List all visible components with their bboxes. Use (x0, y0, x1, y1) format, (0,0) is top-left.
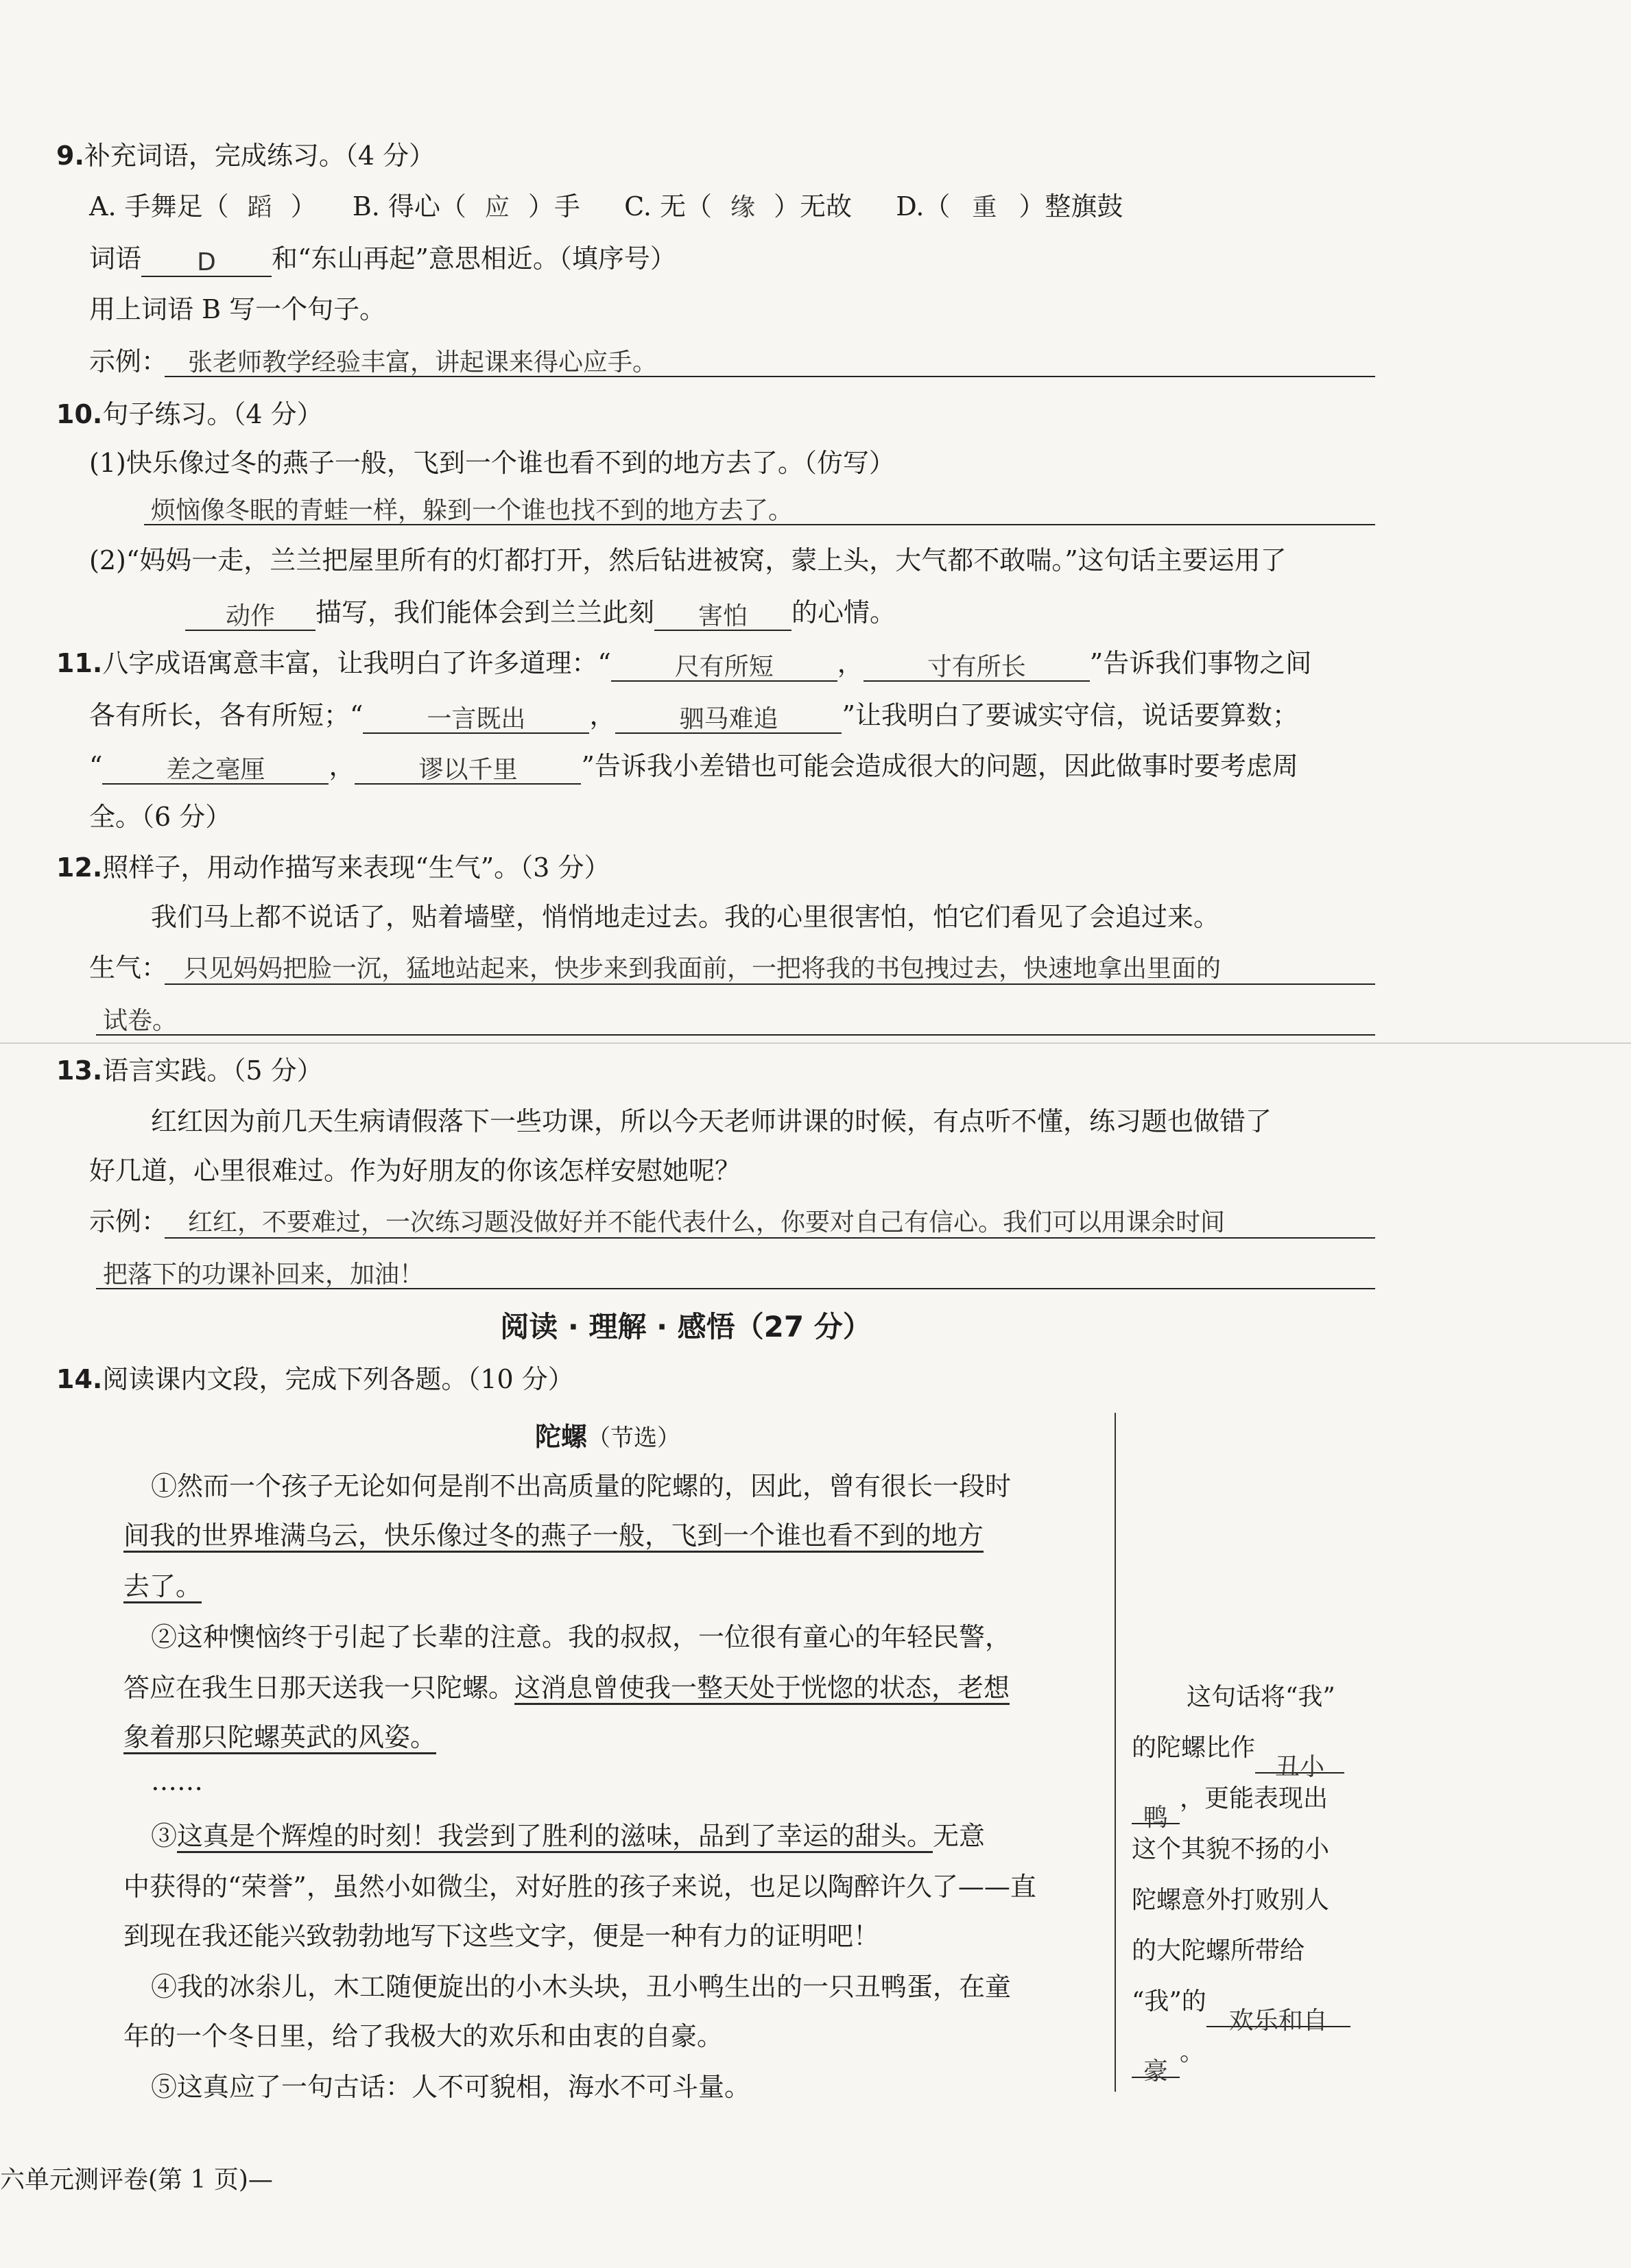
section-title: 阅读 · 理解 · 感悟（27 分） (500, 1310, 872, 1344)
q9-title (56, 137, 435, 174)
passage-p2-line2: 答应在我生日那天送我一只陀螺。这消息曾使我一整天处于恍惚的状态，老想 (123, 1669, 1010, 1706)
q10-part1-answer: 烦恼像冬眠的青蛙一样，躲到一个谁也找不到的地方去了。 (151, 497, 794, 525)
q9-example-underline (165, 376, 1375, 377)
q10-blank-1: 动作 (185, 598, 316, 631)
q11-blank-5: 差之毫厘 (102, 752, 329, 785)
q10-part2: (2)“妈妈一走，兰兰把屋里所有的灯都打开，然后钻进被窝，蒙上头，大气都不敢喘。”这句话主要运用了 (89, 545, 1287, 575)
q13-answer-line2: 把落下的功课补回来，加油！ (103, 1261, 425, 1289)
q12-answer-line2: 试卷。 (103, 1007, 178, 1035)
side-blank-2: 欢乐和自 (1206, 1996, 1350, 2027)
q13-para2: 好几道，心里很难过。作为好朋友的你该怎样安慰她呢？ (89, 1156, 741, 1186)
q12-answer-line1: 生气： 只见妈妈把脸一沉，猛地站起来，快步来到我面前，一把将我的书包拽过去，快速地拿出里面的 (89, 953, 1222, 983)
side-blank-2b: 豪 (1132, 2046, 1180, 2078)
q9-option-d: D.（ 重 ）整旗鼓 (896, 191, 1123, 222)
page-footer: 六单元测评卷(第 1 页)— (0, 2166, 273, 2194)
q11-blank-6: 谬以千里 (355, 752, 581, 785)
q10-part2-line2: 动作 描写，我们能体会到兰兰此刻 害怕 的心情。 (185, 594, 896, 631)
q12-underline-1 (165, 983, 1375, 985)
scan-fold-line (0, 1042, 1631, 1044)
q13-underline-2 (96, 1288, 1375, 1289)
q9-example-answer: 张老师教学经验丰富，讲起课来得心应手。 (188, 348, 658, 377)
passage-title: 陀螺（节选） (535, 1422, 681, 1452)
passage-p4-line2: 年的一个冬日里，给了我极大的欢乐和由衷的自豪。 (123, 2021, 724, 2051)
q11-blank-2: 寸有所长 (864, 649, 1090, 682)
q11-blank-3: 一言既出 (363, 701, 589, 734)
q10-part1-underline (144, 524, 1375, 525)
passage-p2-line3: 象着那只陀螺英武的风姿。 (123, 1719, 436, 1756)
q12-underline-2 (96, 1034, 1375, 1036)
side-blank-1b: 鸭 (1132, 1793, 1180, 1824)
q9-options (89, 188, 1123, 226)
side-note: 这句话将“我” 的陀螺比作丑小 鸭，更能表现出 这个其貌不扬的小 陀螺意外打败别人 的大陀螺所带给 “我”的欢乐和自 豪。 (1132, 1672, 1379, 2078)
q13-title: 13.语言实践。（5 分） (56, 1055, 323, 1086)
passage-p3-line3: 到现在我还能兴致勃勃地写下这些文字，便是一种有力的证明吧！ (123, 1921, 880, 1951)
q14-title: 14.阅读课内文段，完成下列各题。（10 分） (56, 1364, 574, 1394)
passage-p3-line2: 中获得的“荣誉”，虽然小如微尘，对好胜的孩子来说，也足以陶醉许久了——直 (123, 1872, 1036, 1902)
q11-line4: 全。（6 分） (89, 802, 232, 832)
margin-divider (1115, 1413, 1116, 2092)
q10-blank-2: 害怕 (654, 598, 791, 631)
passage-p1-line1: ①然而一个孩子无论如何是削不出高质量的陀螺的，因此，曾有很长一段时 (151, 1471, 1012, 1501)
q9-option-c: C. 无（ 缘 ）无故 (624, 191, 853, 222)
q9-option-b: B. 得心（ 应 ）手 (352, 191, 580, 222)
side-blank-1: 丑小 (1255, 1742, 1344, 1774)
q10-title: 10.句子练习。（4 分） (56, 399, 323, 429)
passage-p2-line1: ②这种懊恼终于引起了长辈的注意。我的叔叔，一位很有童心的年轻民警， (151, 1622, 1012, 1652)
q9-option-a: A. 手舞足（ 蹈 ） (89, 191, 317, 222)
q9-example: 示例： 张老师教学经验丰富，讲起课来得心应手。 (89, 346, 658, 377)
passage-p5: ⑤这真应了一句古话：人不可貌相，海水不可斗量。 (151, 2072, 751, 2102)
q11-line2: 各有所长，各有所短；“ 一言既出 ， 驷马难追 ”让我明白了要诚实守信，说话要算数； (89, 700, 1298, 733)
q9-number: 9. (56, 141, 84, 171)
passage-p1-line3: 去了。 (123, 1568, 202, 1605)
passage-p4-line1: ④我的冰尜儿，木工随便旋出的小木头块，丑小鸭生出的一只丑鸭蛋，在童 (151, 1972, 1012, 2002)
q11-line3: “ 差之毫厘 ， 谬以千里 ”告诉我小差错也可能会造成很大的问题，因此做事时要考虑周 (89, 751, 1298, 784)
passage-ellipsis: …… (151, 1766, 203, 1796)
q11-blank-4: 驷马难追 (615, 701, 842, 734)
q9-answer-blank: D (141, 244, 272, 277)
q11-line1: 11.八字成语寓意丰富，让我明白了许多道理：“ 尺有所短 ， 寸有所长 ”告诉我们事物之间 (56, 648, 1312, 681)
q11-blank-1: 尺有所短 (611, 649, 837, 682)
q9-line3: 用上词语 B 写一个句子。 (89, 294, 386, 324)
q9-title-text: 补充词语，完成练习。（4 分） (84, 141, 436, 171)
passage-p1-line2: 间我的世界堆满乌云，快乐像过冬的燕子一般，飞到一个谁也看不到的地方 (123, 1517, 984, 1554)
q13-underline-1 (165, 1237, 1375, 1239)
q13-para1: 红红因为前几天生病请假落下一些功课，所以今天老师讲课的时候，有点听不懂，练习题也做错了 (151, 1106, 1272, 1136)
q12-title: 12.照样子，用动作描写来表现“生气”。（3 分） (56, 852, 610, 883)
q10-part1: (1)快乐像过冬的燕子一般，飞到一个谁也看不到的地方去了。（仿写） (89, 448, 895, 478)
passage-p3-line1: ③这真是个辉煌的时刻！我尝到了胜利的滋味，品到了幸运的甜头。无意 (151, 1817, 985, 1854)
q12-sample: 我们马上都不说话了，贴着墙壁，悄悄地走过去。我的心里很害怕，怕它们看见了会追过来。 (151, 902, 1220, 932)
q9-line2: 词语 D 和“东山再起”意思相近。（填序号） (89, 243, 676, 276)
q13-answer-line1: 示例： 红红，不要难过，一次练习题没做好并不能代表什么，你要对自己有信心。我们可以用课余时间 (89, 1206, 1226, 1237)
